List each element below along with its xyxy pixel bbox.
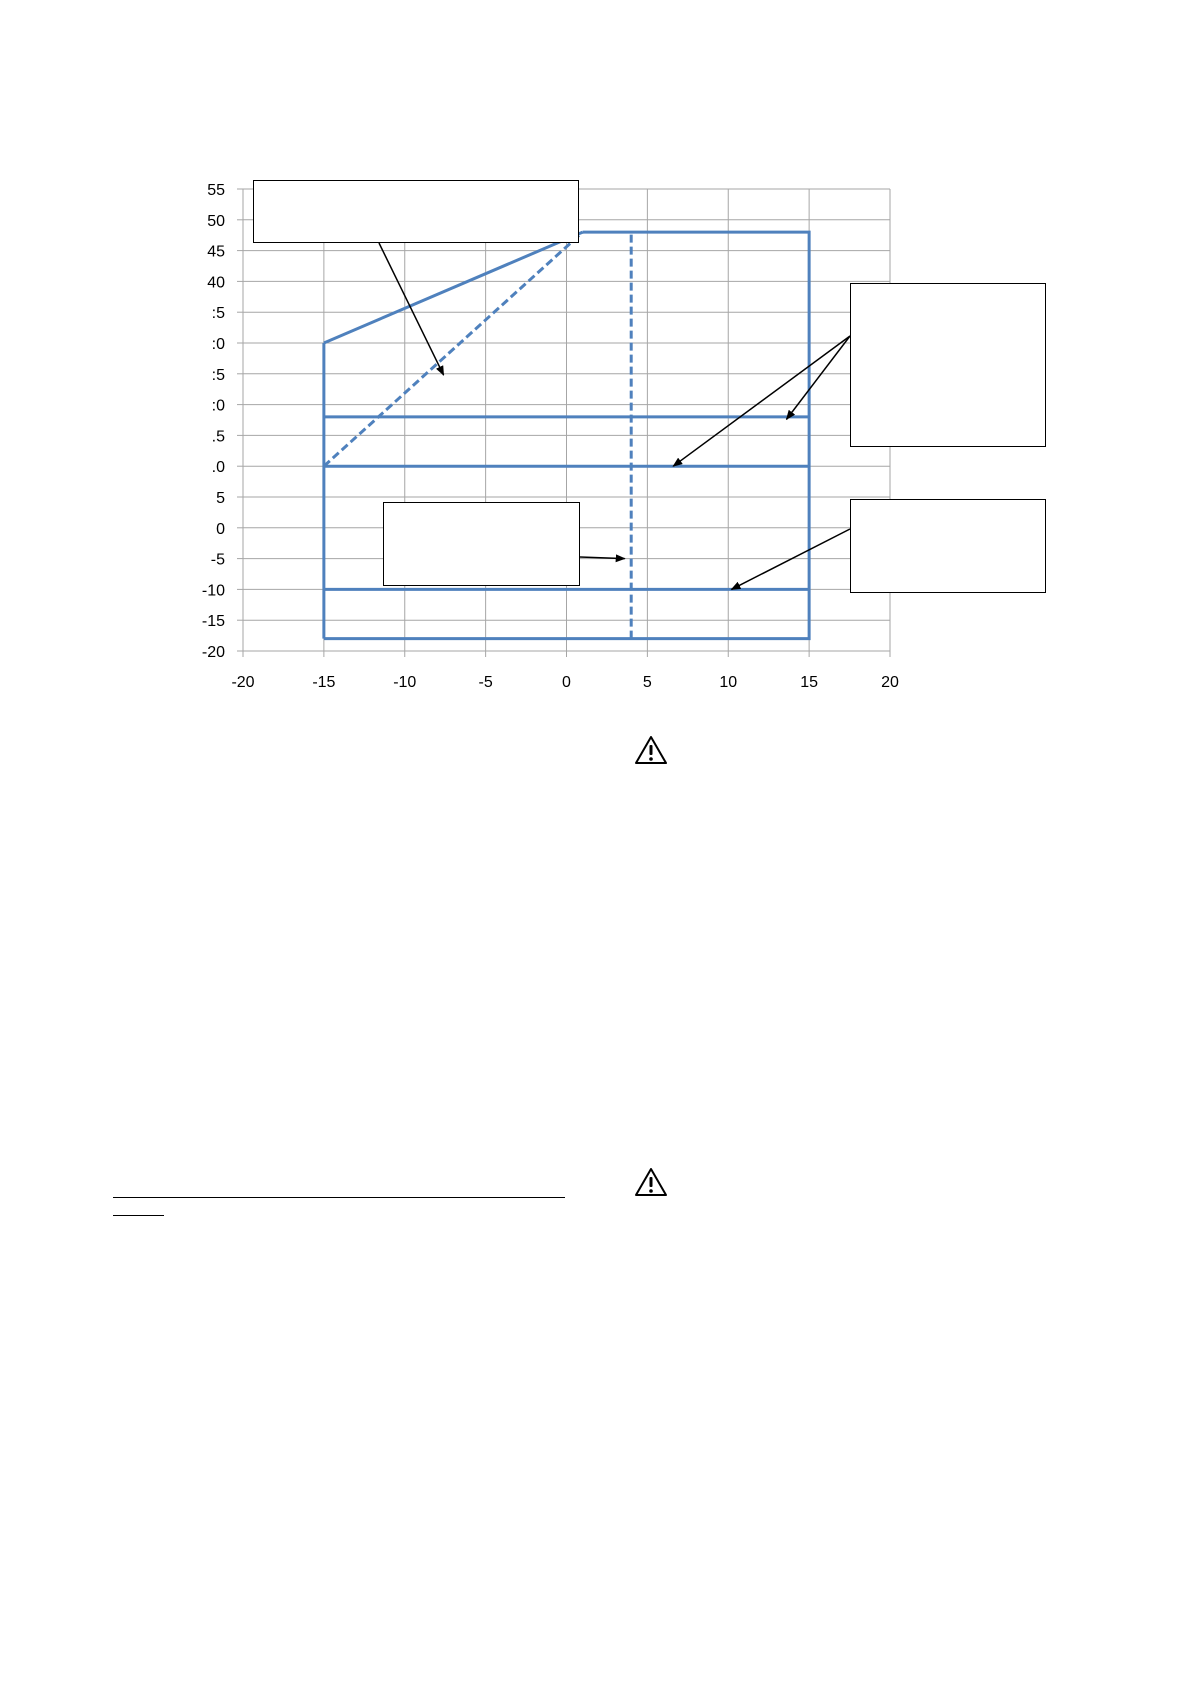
horizontal-rule xyxy=(113,1197,565,1198)
x-tick-label: -20 xyxy=(231,674,255,691)
y-tick-label: -20 xyxy=(201,644,225,661)
x-tick-label: -5 xyxy=(478,674,493,691)
tick-labels xyxy=(202,182,899,691)
callout-box-right-lower xyxy=(850,499,1046,593)
x-tick-label: 15 xyxy=(800,674,819,691)
x-tick-label: 0 xyxy=(562,674,571,691)
y-tick-label: -15 xyxy=(201,613,225,631)
callout-arrow xyxy=(731,529,850,589)
y-tick-label: .5 xyxy=(211,428,225,446)
y-tick-label: 50 xyxy=(207,212,225,230)
callout-box-top-left xyxy=(253,180,579,243)
x-tick-label: -10 xyxy=(393,674,417,691)
x-tick-label: 5 xyxy=(642,674,652,691)
callout-arrow xyxy=(379,243,444,375)
y-tick-label: 5 xyxy=(216,490,225,507)
y-tick-label: 0 xyxy=(216,520,225,538)
warning-triangle-icon xyxy=(634,1167,668,1197)
warning-triangle-icon xyxy=(634,735,668,765)
x-tick-label: -15 xyxy=(312,674,336,691)
callout-arrow xyxy=(786,336,850,419)
y-tick-label: .0 xyxy=(211,459,225,477)
dashed-limit-line xyxy=(324,232,583,466)
callout-arrow xyxy=(673,336,850,466)
y-tick-label: 40 xyxy=(207,274,225,292)
callout-box-center xyxy=(383,502,580,586)
short-horizontal-rule xyxy=(113,1215,164,1216)
x-tick-label: 10 xyxy=(719,674,738,691)
y-tick-label: :5 xyxy=(211,366,225,384)
y-tick-label: :0 xyxy=(211,397,225,415)
callout-box-right-upper xyxy=(850,283,1046,447)
x-tick-label: 20 xyxy=(881,674,899,691)
gridlines xyxy=(237,189,890,657)
y-tick-label: :0 xyxy=(211,336,225,353)
y-tick-label: :5 xyxy=(211,305,225,323)
y-tick-label: 45 xyxy=(207,243,225,261)
y-tick-label: 55 xyxy=(207,182,225,199)
y-tick-label: -10 xyxy=(201,582,225,600)
y-tick-label: -5 xyxy=(210,551,225,569)
limit-line xyxy=(324,232,583,343)
